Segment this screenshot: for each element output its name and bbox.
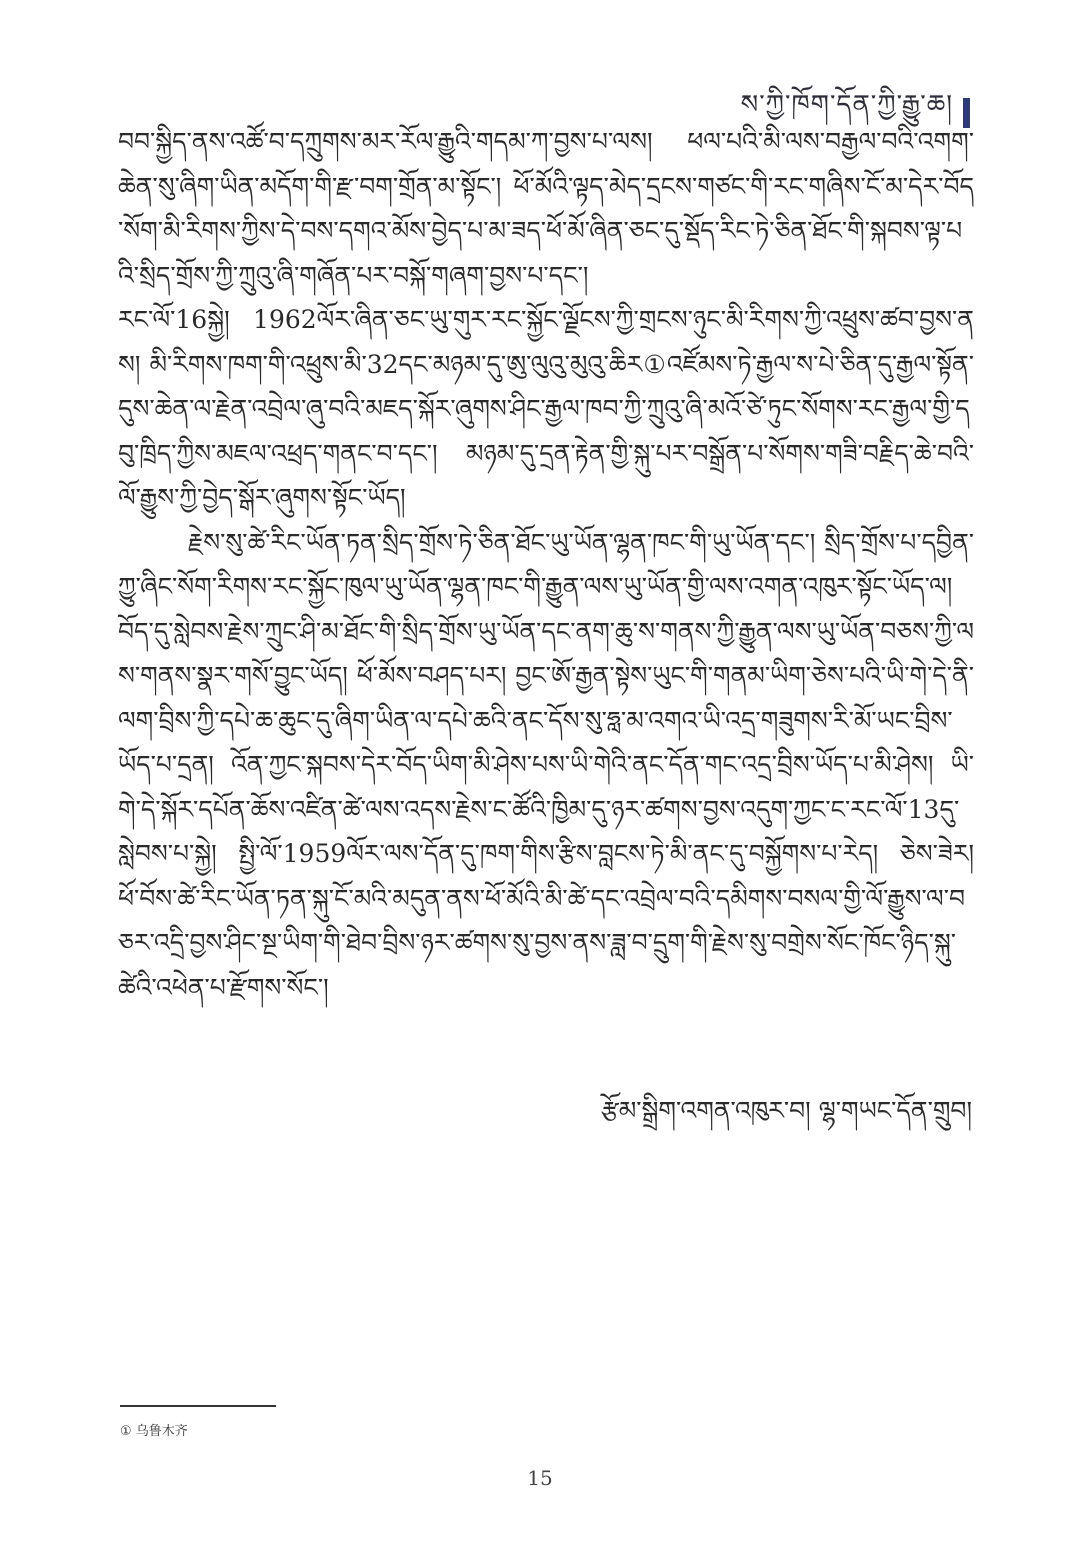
paragraph-3: རྗེས་སུ་ཚེ་རིང་ཡོན་ཏན་སྲིད་གྲོས་ཏེ་ཅིན་ཐོང་ཡུ་ཡོན་ལྷན་ཁང་གི་ཡུ་ཡོན་དང་། སྲིད་གྲོས་པ་དབྱིན་ཀྱུ་ཞིང་སོག་རིགས་རང་སྐྱོང་ཁུལ་ཡུ་ཡོན་ལྷན་ཁང་གི་རྒྱུན་ལས་ཡུ་ཡོན་གྱི་ལས་འགན་འཁུར་སྟོང་ཡོད་ལ། བོད་དུ་སླེབས་རྗེས་ཀྲུང་ཤི་མ་ཐོང་གི་སྲིད་གྲོས་ཡུ་ཡོན་དང་ནག་ཆུ་ས་གནས་ཀྱི་རྒྱུན་ལས་ཡུ་ཡོན་བཅས་ཀྱི་ལས་གནས་སྣར་གསོ་བྱུང་ཡོད། ཕོ་མོས་བཤད་པར། བྱང་ཨོ་རྒྱན་སྟེས་ཡུང་གི་གནམ་ཡིག་ཅེས་པའི་ཡི་གེ་དེ་ནི་ལག་བྲིས་ཀྱི་དཔེ་ཆ་ཆུང་དུ་ཞིག་ཡིན་ལ་དཔེ་ཆའི་ནང་དོས་སུ་ཧླ་མ་འགའ་ཡི་འདྲ་གཟུགས་རི་མོ་ཡང་བྲིས་ཡོད་པ་དྲན། འོན་ཀྱང་སྐབས་དེར་བོད་ཡིག་མི་ཤེས་པས་ཡི་གེའི་ནང་དོན་གང་འདྲ་བྲིས་ཡོད་པ་མི་ཤེས། ཡི་གེ་དེ་སྐོར་དཔོན་ཆོས་འཛིན་ཚེ་ལས་འདས་རྗེས་ང་ཚོའི་ཁྱིམ་དུ་ཉར་ཚགས་བྱས་འདུག་ཀྱང་ང་རང་ལོ་13དུ་སླེབས་པ་སྐྱེ། སྤྱི་ལོ་1959ལོར་ལས་དོན་དུ་ཁག་གིས་རྩིས་བླངས་ཏེ་མི་ནང་དུ་བསྐྱོགས་པ་རེད། ཅེས་ཟེར། ཕོ་བོས་ཚེ་རིང་ཡོན་ཏན་སྐུ་ངོ་མའི་མདུན་ནས་ཕོ་མོའི་མི་ཚེ་དང་འབྲེལ་བའི་དམིགས་བསལ་གྱི་ལོ་རྒྱུས་ལ་བཅར་འདྲི་བྱས་ཤིང་སྔ་ཡིག་གི་ཐེབ་བྲིས་ཉར་ཚགས་སུ་བྱས་ནས་ཟླ་བ་དྲུག་གི་རྗེས་སུ་བགྲེས་སོང་ཁོང་ཉིད་སྐུ་ཚེའི་འཕེན་པ་རྫོགས་སོང་། (118, 527, 975, 1002)
paragraph-1: བབ་སྐྱིད་ནས་འཚོ་བ་དཀྲུགས་མར་རོལ་རྒྱུའི་གདམ་ཀ་བྱས་པ་ལས། ཕལ་པའི་མི་ལས་བརྒྱལ་བའི་འགག་ཆེན་སུ་ཞིག་ཡིན་མདོག་གི་རྫ་བག་གྲོན་མ་སྟོང་། ཕོ་མོའི་ལྟད་མེད་དྲངས་གཙང་གི་རང་གཞིས་ངོ་མ་དེར་བོད་སོག་མི་རིགས་ཀྱིས་དེ་བས་དགའ་མོས་བྱེད་པ་མ་ཟད་ཕོ་མོ་ཞིན་ཅང་དུ་སྡོད་རིང་ཏེ་ཅིན་ཐོང་གི་སྐབས་ལྟ་པའི་སྲིད་གྲོས་ཀྱི་ཀྲུའུ་ཞི་གཞོན་པར་བསྐོ་གཞག་བྱས་པ་དང་། (118, 127, 974, 290)
paragraph-2: རང་ལོ་16སྐྱེ། 1962ལོར་ཞིན་ཅང་ཡུ་གུར་རང་སྐྱོང་ལྗོངས་ཀྱི་གྲངས་ཉུང་མི་རིགས་ཀྱི་འཕྲུས་ཚབ་བྱས་ནས། མི་རིགས་ཁག་གི་འཕྲུས་མི་32དང་མཉམ་དུ་ཨུ་ལུའུ་མུའུ་ཆིར①འཛོམས་ཏེ་རྒྱལ་ས་པེ་ཅིན་དུ་རྒྱལ་སྟོན་དུས་ཆེན་ལ་རྗེན་འབྲེལ་ཞུ་བའི་མཇད་སྐོར་ཞུགས་ཤིང་རྒྱལ་ཁབ་ཀྱི་ཀྲུའུ་ཞི་མའོ་ཙེ་ཏུང་སོགས་རང་རྒྱལ་གྱི་དབུ་ཁྲིད་ཀྱིས་མཇལ་འཕྲད་གནང་བ་དང་། མཉམ་དུ་དྲན་རྟེན་གྱི་སྐུ་པར་བསྒྲོན་པ་སོགས་གཟི་བརྗིད་ཆེ་བའི་ལོ་རྒྱུས་ཀྱི་བྱེད་སྒོར་ཞུགས་སྟོང་ཡོད། (118, 305, 974, 512)
body-text (118, 120, 974, 1010)
page-number: 15 (527, 1466, 553, 1490)
editor-signature: རྩོམ་སྒྲིག་འགན་འཁུར་བ། ལྷ་གཡང་དོན་གྲུབ། (600, 1096, 972, 1125)
footnote (120, 1420, 188, 1439)
footnote-divider (120, 1405, 276, 1407)
footnote-text: 乌鲁木齐 (135, 1424, 188, 1439)
footnote-marker: ① (120, 1424, 132, 1439)
running-header-title: ས་ཀྱི་ཁོག་དོན་ཀྱི་རྒྱུ་ཆ། (740, 90, 953, 120)
